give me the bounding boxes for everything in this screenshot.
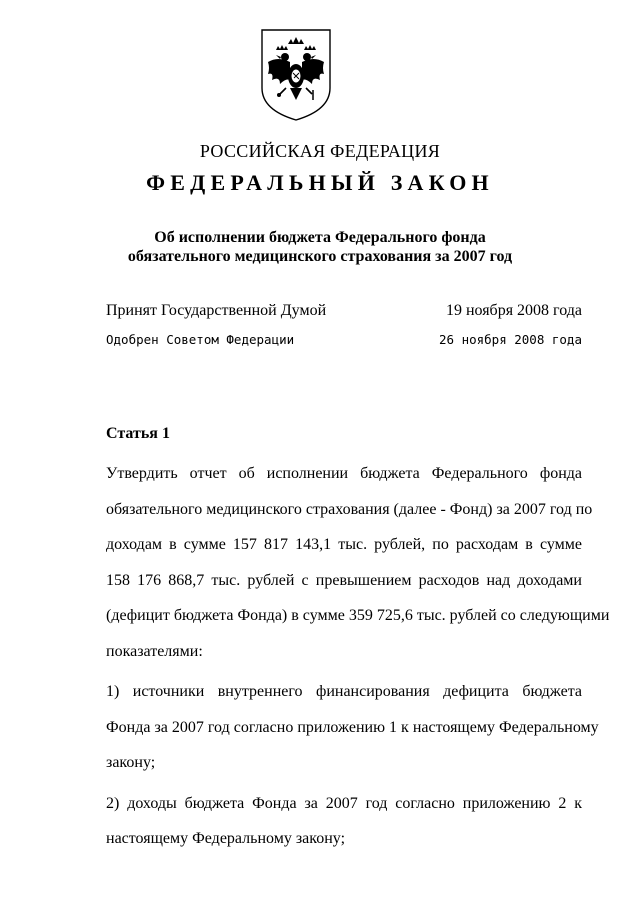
- council-approval-date: 26 ноября 2008 года: [439, 332, 582, 347]
- text-line: закону;: [106, 754, 156, 771]
- article-heading: Статья 1: [106, 425, 170, 442]
- text-line: 2) доходы бюджета Фонда за 2007 год согласно приложению 2 к: [106, 794, 582, 812]
- law-title-line-1: Об исполнении бюджета Федерального фонда: [154, 229, 486, 246]
- double-headed-eagle-icon: [258, 26, 334, 122]
- duma-adoption-row: [106, 302, 582, 324]
- duma-adoption-label: Принят Государственной Думой: [106, 302, 327, 319]
- text-line: 158 176 868,7 тыс. рублей с превышением расходов над доходами: [106, 571, 582, 589]
- text-line: Фонда за 2007 год согласно приложению 1 к настоящему Федеральному: [106, 718, 599, 736]
- text-line: доходам в сумме 157 817 143,1 тыс. рублей, по расходам в сумме: [106, 536, 582, 553]
- state-emblem: [258, 26, 334, 122]
- text-line: (дефицит бюджета Фонда) в сумме 359 725,6 тыс. рублей со следующими: [106, 607, 610, 624]
- country-name: РОССИЙСКАЯ ФЕДЕРАЦИЯ: [199, 141, 441, 161]
- law-title: [0, 228, 640, 266]
- document-type: ФЕДЕРАЛЬНЫЙ ЗАКОН: [146, 170, 494, 195]
- text-line: Утвердить отчет об исполнении бюджета Федерального фонда: [106, 465, 582, 482]
- article-body: [106, 456, 610, 862]
- text-line: обязательного медицинского страхования (далее - Фонд) за 2007 год по: [106, 500, 593, 518]
- article-item-2: [106, 786, 582, 857]
- council-approval-row: [106, 332, 582, 352]
- council-approval-label: Одобрен Советом Федерации: [106, 332, 295, 347]
- text-line: настоящему Федеральному закону;: [106, 830, 346, 847]
- law-title-line-2: обязательного медицинского страхования за 2007 год: [127, 248, 513, 265]
- text-line: 1) источники внутреннего финансирования дефицита бюджета: [106, 683, 582, 700]
- article-paragraph-1: [106, 456, 610, 669]
- article-item-1: [106, 674, 599, 781]
- text-line: показателями:: [106, 642, 203, 660]
- duma-adoption-date: 19 ноября 2008 года: [445, 302, 582, 319]
